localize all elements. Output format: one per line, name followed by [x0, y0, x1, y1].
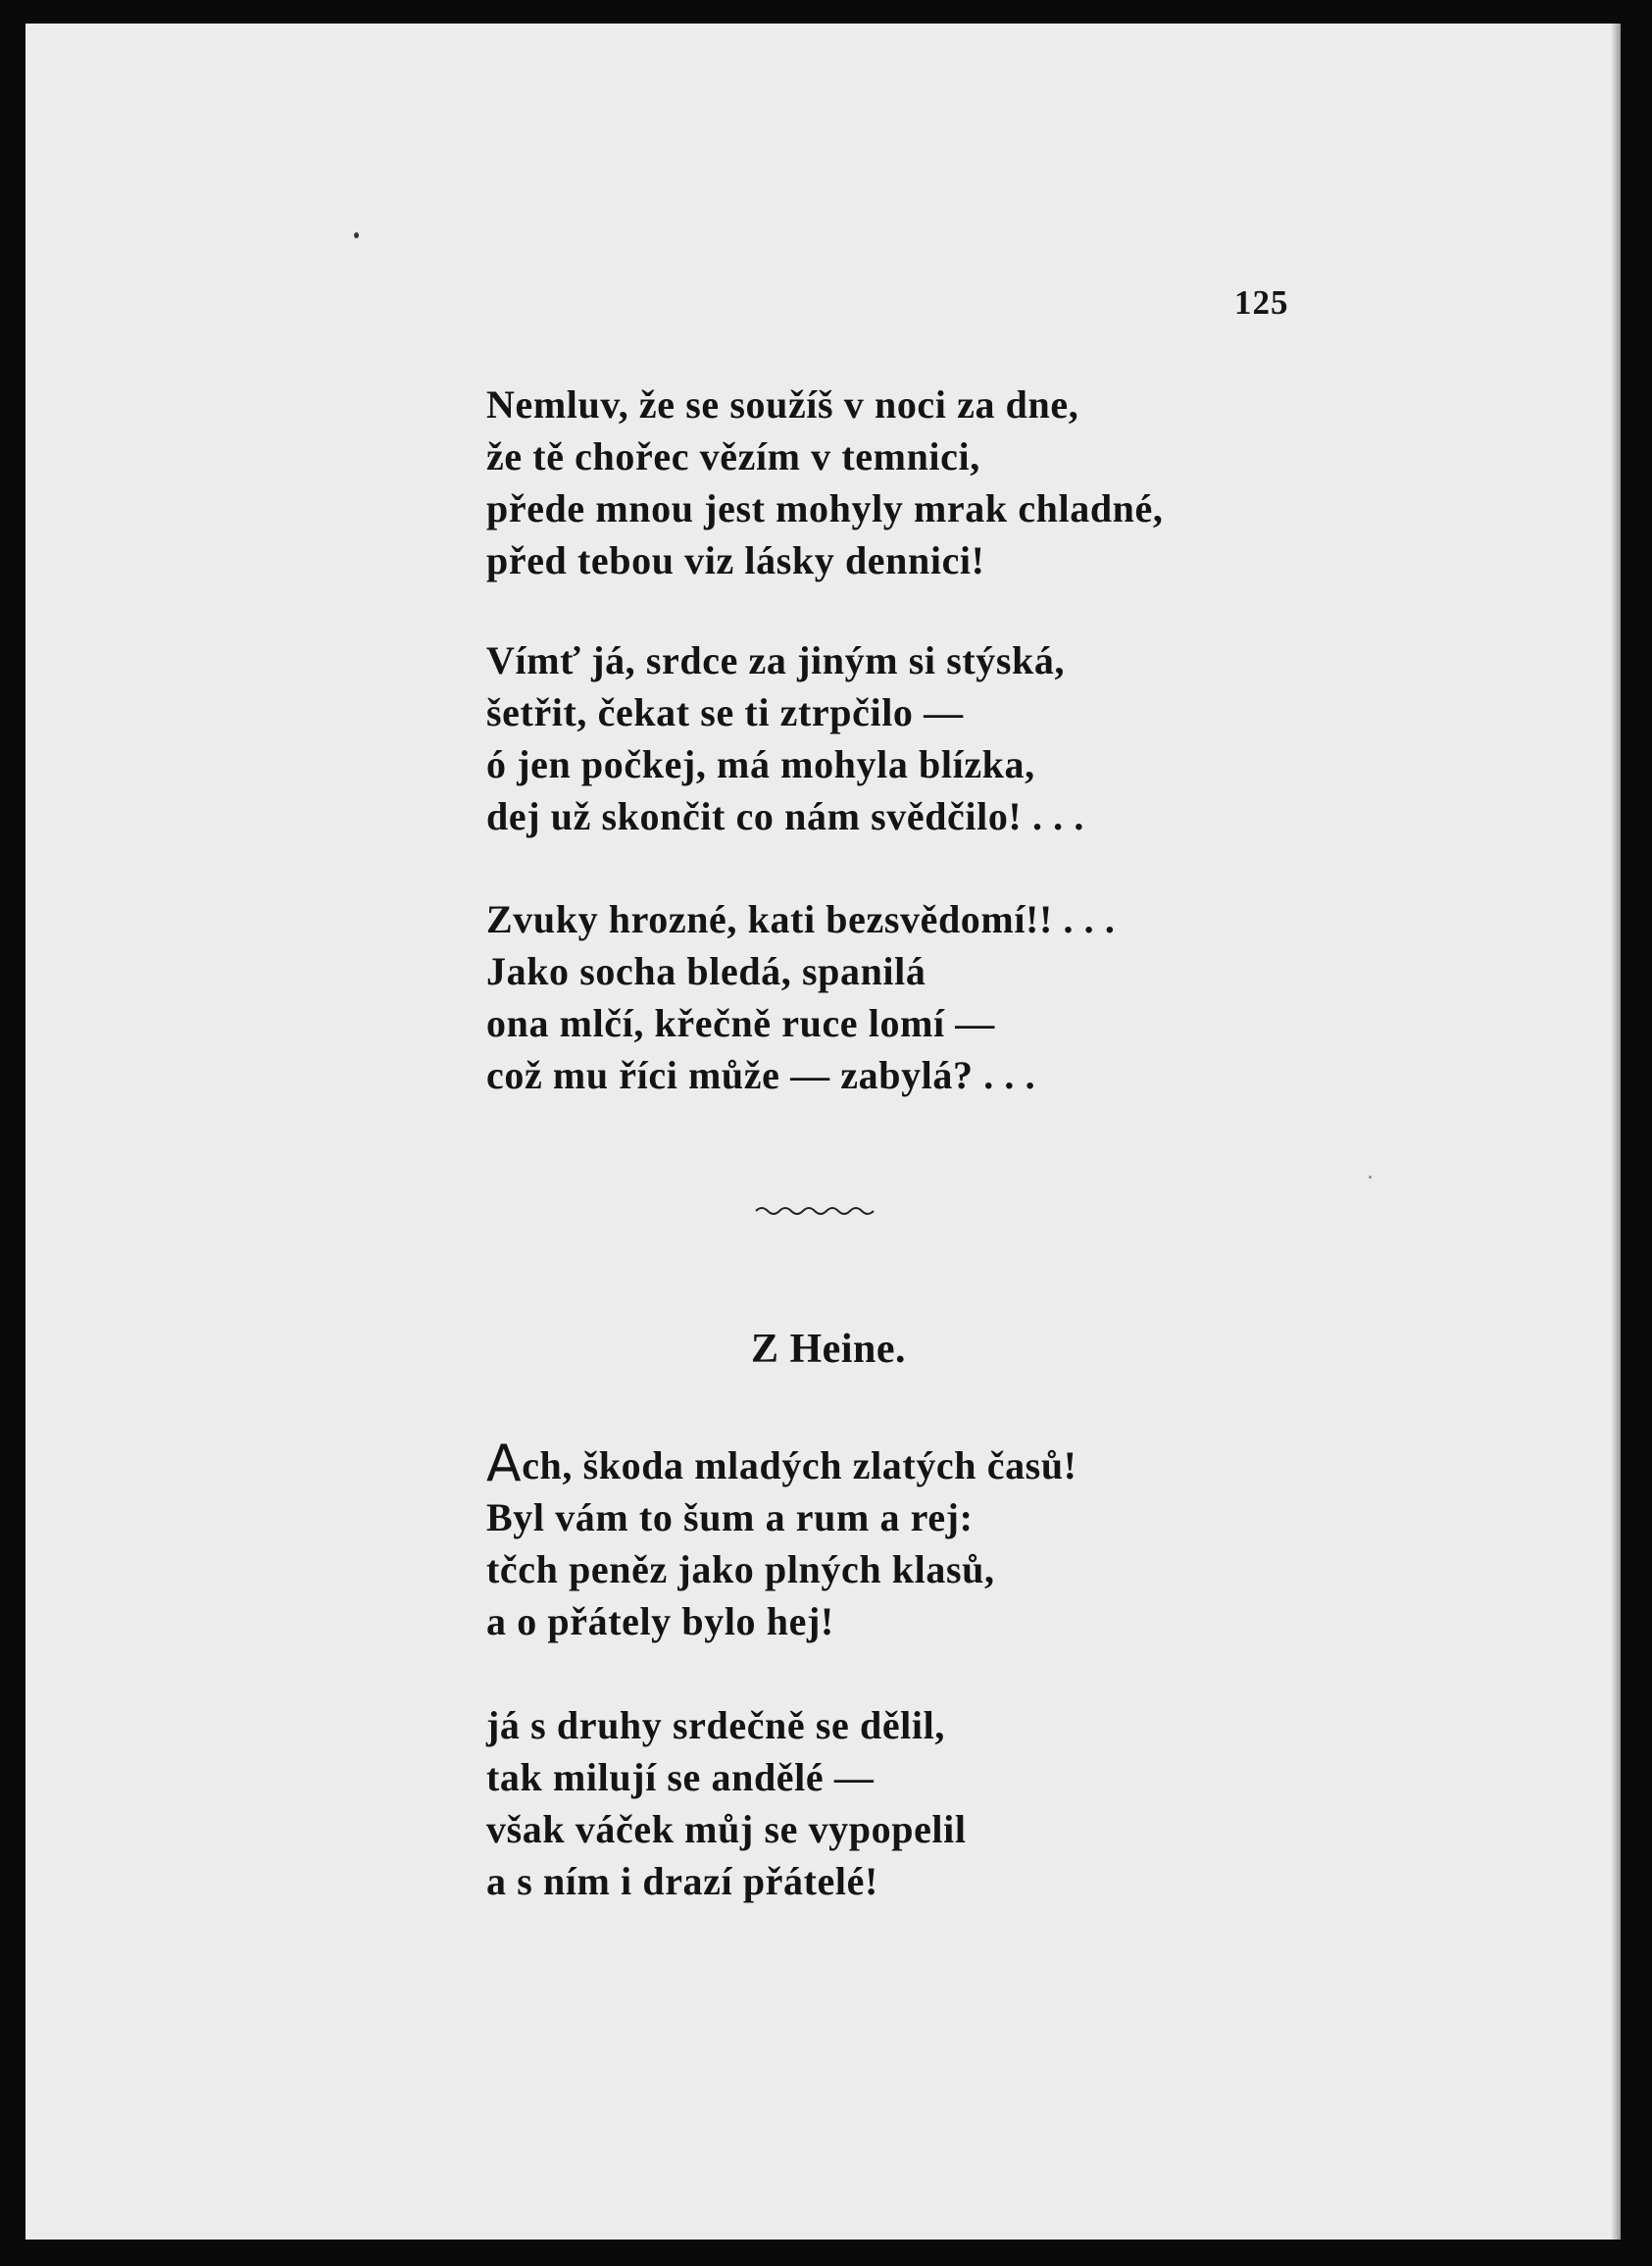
verse-line: Zvuky hrozné, kati bezsvědomí!! . . .: [486, 897, 1116, 941]
ink-speck: [1369, 1176, 1372, 1179]
stanza-heine-2: [486, 1699, 967, 1907]
verse-line: ó jen počkej, má mohyla blízka,: [486, 742, 1035, 786]
verse-line: Jako socha bledá, spanilá: [486, 949, 926, 993]
stanza-heine-1: [486, 1435, 1077, 1647]
book-page: [25, 24, 1621, 2240]
page-number: 125: [1234, 283, 1289, 322]
verse-line: já s druhy srdečně se dělil,: [486, 1703, 945, 1747]
verse-line: tak milují se andělé —: [486, 1755, 875, 1799]
verse-line: před tebou viz lásky dennici!: [486, 538, 985, 582]
page-edge-shadow: [1611, 24, 1621, 2240]
verse-line-rest: ch, škoda mladých zlatých časů!: [522, 1443, 1077, 1487]
verse-line: Vímť já, srdce za jiným si stýská,: [486, 638, 1066, 682]
verse-line: a s ním i drazí přátelé!: [486, 1859, 878, 1903]
verse-line-first: [486, 1435, 1077, 1493]
stanza-3: [486, 893, 1115, 1101]
verse-line: tčch peněz jako plných klasů,: [486, 1547, 995, 1591]
verse-line: a o přátely bylo hej!: [486, 1599, 834, 1643]
verse-line: však váček můj se vypopelil: [486, 1807, 967, 1851]
verse-line: přede mnou jest mohyly mrak chladné,: [486, 486, 1164, 530]
verse-line: Byl vám to šum a rum a rej:: [486, 1495, 974, 1539]
ink-speck: [354, 232, 359, 238]
verse-line: dej už skončit co nám svědčilo! . . .: [486, 794, 1084, 838]
verse-line: Nemluv, že se soužíš v noci za dne,: [486, 382, 1079, 427]
decorative-initial: A: [486, 1435, 523, 1493]
verse-line: což mu říci může — zabylá? . . .: [486, 1053, 1036, 1097]
verse-line: ona mlčí, křečně ruce lomí —: [486, 1001, 995, 1045]
stanza-2: [486, 634, 1084, 842]
ornamental-divider: [754, 1202, 881, 1216]
verse-line: šetřit, čekat se ti ztrpčilo —: [486, 690, 964, 734]
stanza-1: [486, 378, 1164, 586]
poem-title: Z Heine.: [751, 1327, 906, 1372]
verse-line: že tě chořec vězím v temnici,: [486, 434, 980, 478]
